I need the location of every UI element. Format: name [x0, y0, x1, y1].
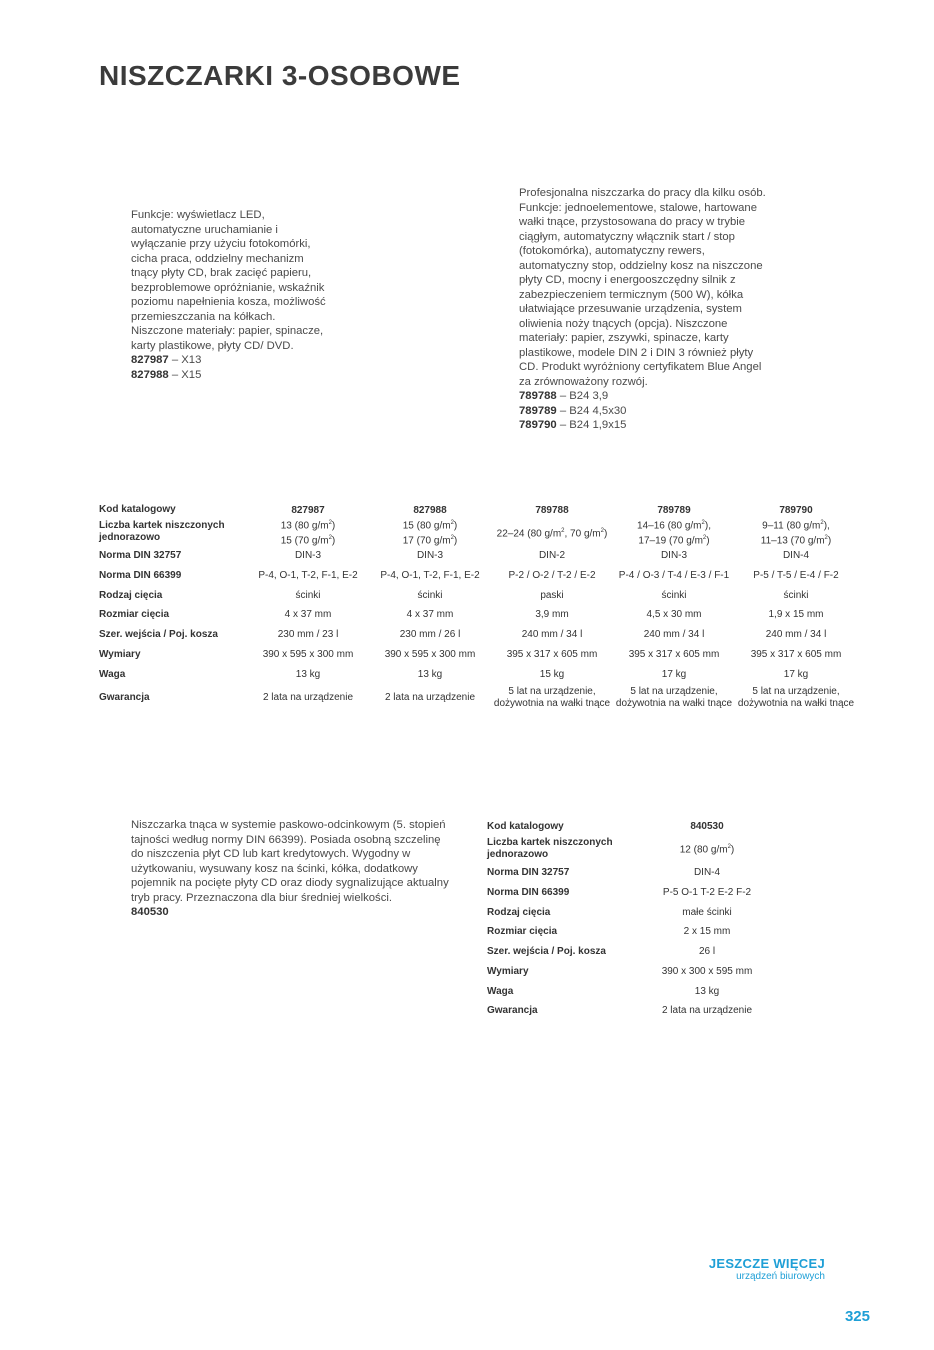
product-description-840530: [131, 818, 456, 920]
row-label: Waga: [99, 669, 126, 681]
row-label: Norma DIN 66399: [487, 886, 570, 898]
table-cell: [491, 517, 613, 548]
superscript: 2: [561, 527, 565, 534]
code-separator: –: [168, 354, 182, 366]
table-cell: 395 x 317 x 605 mm: [628, 649, 720, 661]
promo-title: JESZCZE WIĘCEJ: [708, 1256, 825, 1271]
table-cell: ścinki: [783, 589, 809, 601]
table-cell: DIN-2: [538, 549, 566, 561]
superscript: 2: [328, 520, 332, 526]
column-header: 827987: [291, 504, 325, 516]
code-separator: –: [556, 390, 570, 402]
cell-text: 12 (80 g/m: [679, 844, 728, 856]
row-label: Rozmiar cięcia: [487, 926, 558, 937]
row-label: Kod katalogowy: [487, 820, 564, 832]
cell-text: 11–13 (70 g/m: [760, 535, 825, 547]
table-cell: P-4 / O-3 / T-4 / E-3 / F-1: [618, 569, 730, 581]
table-cell: DIN-3: [416, 549, 444, 561]
table-cell: DIN-3: [660, 549, 688, 561]
column-header: 840530: [690, 821, 724, 832]
table-row: [487, 922, 782, 942]
table-cell: 3,9 mm: [535, 609, 569, 621]
table-cell: małe ścinki: [682, 906, 732, 918]
table-cell: [735, 684, 857, 712]
table-cell: [735, 517, 857, 548]
row-label: Gwarancja: [99, 691, 150, 703]
table-cell: 17 kg: [783, 669, 809, 681]
row-label: Szer. wejścia / Poj. kosza: [99, 629, 218, 641]
table-cell: 240 mm / 34 l: [521, 629, 583, 641]
table-cell: [613, 684, 735, 712]
column-header: 789788: [535, 504, 569, 516]
table-cell: P-2 / O-2 / T-2 / E-2: [508, 569, 596, 581]
table-row: [99, 627, 857, 644]
table-cell: [613, 517, 735, 548]
table-cell: ścinki: [661, 589, 687, 601]
table-cell: 13 kg: [417, 669, 443, 681]
row-label: Waga: [487, 985, 514, 997]
cell-text: 15 (70 g/m: [280, 535, 329, 547]
code-separator: –: [556, 419, 570, 431]
catalog-code: 789789: [519, 404, 557, 417]
cell-text: 22–24 (80 g/m: [496, 527, 562, 539]
column-header: 789789: [657, 504, 691, 516]
table-cell: 4 x 37 mm: [284, 609, 332, 621]
row-label: Norma DIN 66399: [99, 569, 182, 581]
table-cell: 390 x 300 x 595 mm: [661, 965, 753, 977]
table-row: [487, 819, 782, 834]
cell-text: 17 (70 g/m: [402, 535, 451, 547]
catalog-code-line: [519, 389, 769, 404]
cell-text: 9–11 (80 g/m: [762, 520, 821, 532]
table-row: [99, 503, 857, 517]
table-row: [99, 564, 857, 588]
description-text: Niszczarka tnąca w systemie paskowo-odcinkowym (5. stopień tajności według normy DIN 66399). Posiada osobną szczelinę do niszczenia płyt CD lub kart kredytowych. Wygodny w użytkowaniu, wysuwany kosz na ścinki, kółka, dodatkowy pojemnik na pocięte płyty CD oraz diody sygnalizujące aktualny tryb pracy. Przeznaczona dla biur średniej wielkości.: [131, 819, 449, 904]
catalog-code: 840530: [131, 906, 169, 918]
description-text: Funkcje: wyświetlacz LED, automatyczne uruchamianie i wyłączanie przy użyciu fotokomórki, cicha praca, oddzielny mechanizm tnący płyty CD, brak zacięć papieru, bezproblemowe opróżnianie, wskaźnik poziomu napełnienia kosza, możliwość przemieszczania na kółkach. Niszczone materiały: papier, spinacze, karty plastikowe, płyty CD/ DVD.: [131, 209, 326, 352]
row-label: Rodzaj cięcia: [99, 589, 163, 601]
catalog-code-line: [131, 905, 456, 920]
model-name: X15: [181, 368, 202, 381]
cell-text: dożywotnia na wałki tnące: [737, 697, 855, 709]
code-separator: –: [556, 404, 570, 417]
catalog-code: 789788: [519, 390, 557, 402]
table-row: [487, 961, 782, 982]
table-row: [99, 548, 857, 564]
table-cell: P-5 / T-5 / E-4 / F-2: [753, 569, 839, 581]
cell-text: 5 lat na urządzenie,: [752, 685, 840, 697]
model-name: B24 4,5x30: [569, 404, 627, 417]
code-separator: –: [168, 368, 182, 381]
promo-more-devices[interactable]: [709, 1256, 825, 1282]
table-cell: 4,5 x 30 mm: [646, 609, 702, 621]
table-cell: [369, 684, 491, 712]
product-description-b24: [519, 186, 769, 433]
row-label: Liczba kartek niszczonych jednorazowo: [487, 837, 613, 860]
table-cell: 390 x 595 x 300 mm: [384, 649, 476, 661]
table-row: [487, 1001, 782, 1020]
table-row: [99, 588, 857, 604]
cell-text: 14–16 (80 g/m: [637, 520, 702, 532]
table-row: [487, 834, 782, 864]
row-label: Rozmiar cięcia: [99, 609, 170, 621]
table-cell: 13 kg: [295, 669, 321, 681]
row-label: Norma DIN 32757: [99, 549, 182, 561]
table-cell: 230 mm / 26 l: [399, 629, 461, 641]
superscript: 2: [820, 520, 824, 526]
cell-text: ),: [823, 520, 830, 532]
superscript: 2: [600, 527, 604, 534]
cell-text: ): [331, 535, 336, 547]
row-label: Kod katalogowy: [99, 504, 176, 515]
cell-text: ): [331, 520, 336, 532]
table-row: [99, 604, 857, 627]
table-row: [99, 684, 857, 712]
table-row: [487, 942, 782, 961]
table-cell: 13 kg: [694, 985, 720, 997]
catalog-code-line: [519, 418, 769, 433]
table-row: [487, 982, 782, 1001]
table-cell: 230 mm / 23 l: [277, 629, 339, 641]
table-cell: 395 x 317 x 605 mm: [506, 649, 598, 661]
promo-subtitle: urządzeń biurowych: [736, 1271, 825, 1282]
cell-text: ): [453, 535, 458, 547]
cell-text: ): [706, 535, 710, 547]
spec-table-main: [99, 503, 857, 712]
table-cell: 390 x 595 x 300 mm: [262, 649, 354, 661]
table-cell: 4 x 37 mm: [406, 609, 454, 621]
cell-text: ): [730, 844, 735, 856]
table-row: [99, 517, 857, 548]
cell-text: ): [453, 520, 458, 532]
table-cell: DIN-4: [693, 867, 721, 878]
table-cell: [491, 684, 613, 712]
cell-text: ): [827, 535, 832, 547]
row-label: Wymiary: [99, 649, 141, 661]
table-cell: DIN-4: [782, 549, 810, 561]
cell-text: ): [603, 527, 608, 539]
cell-text: 13 (80 g/m: [280, 520, 329, 532]
table-cell: ścinki: [295, 589, 321, 601]
product-description-x13-x15: [131, 208, 326, 382]
description-text: Profesjonalna niszczarka do pracy dla kilku osób. Funkcje: jednoelementowe, stalowe, hartowane wałki tnące, przystosowana do pracy w trybie ciągłym, automatyczny włącznik start / stop (fotokomórka), automatyczny rewers, automatyczny stop, oddzielny kosz na niszczone płyty CD, mocny i energooszczędny silnik z zabezpieczeniem termicznym (500 W), kółka ułatwiające przesuwanie urządzenia, system oliwienia noży tnących (opcja). Niszczone materiały: papier, zszywki, spinacze, karty plastikowe, modele DIN 2 i DIN 3 również płyty CD. Produkt wyróżniony certyfikatem Blue Angel za zrównoważony rozwój.: [519, 187, 766, 388]
table-cell: 1,9 x 15 mm: [768, 609, 824, 621]
superscript: 2: [450, 535, 454, 542]
model-name: X13: [181, 354, 202, 366]
table-cell: [369, 517, 491, 548]
column-header: 827988: [413, 504, 447, 516]
cell-text: 2 lata na urządzenie: [384, 691, 476, 703]
cell-text: dożywotnia na wałki tnące: [615, 697, 733, 709]
table-cell: ścinki: [417, 589, 443, 601]
table-cell: DIN-3: [294, 549, 322, 561]
superscript: 2: [701, 520, 705, 526]
superscript: 2: [328, 535, 332, 542]
model-name: B24 3,9: [569, 390, 609, 402]
table-cell: 395 x 317 x 605 mm: [750, 649, 842, 661]
table-row: [487, 903, 782, 922]
table-cell: 2 x 15 mm: [683, 926, 731, 937]
table-cell: [247, 517, 369, 548]
table-cell: paski: [540, 589, 564, 601]
table-cell: 26 l: [698, 945, 716, 957]
superscript: 2: [727, 844, 731, 851]
table-row: [99, 644, 857, 667]
row-label: Norma DIN 32757: [487, 867, 570, 878]
row-label: Rodzaj cięcia: [487, 906, 551, 918]
catalog-code-line: [131, 368, 326, 383]
spec-table-840530: [487, 819, 782, 1020]
table-cell: P-4, O-1, T-2, F-1, E-2: [380, 569, 480, 581]
page-number: 325: [844, 1308, 870, 1325]
cell-text: ),: [704, 520, 711, 532]
cell-text: 5 lat na urządzenie,: [508, 685, 596, 697]
catalog-code: 827988: [131, 368, 169, 381]
cell-text: 15 (80 g/m: [402, 520, 451, 532]
row-label: Wymiary: [487, 965, 529, 977]
cell-text: dożywotnia na wałki tnące: [493, 697, 611, 709]
table-cell: 17 kg: [661, 669, 687, 681]
catalog-code-line: [131, 353, 326, 368]
table-row: [99, 667, 857, 684]
superscript: 2: [702, 535, 707, 542]
table-cell: [247, 684, 369, 712]
catalog-code: 827987: [131, 354, 169, 366]
catalog-code-line: [519, 404, 769, 419]
row-label: Szer. wejścia / Poj. kosza: [487, 945, 606, 957]
cell-text: 2 lata na urządzenie: [262, 691, 354, 703]
cell-text: , 70 g/m: [564, 527, 601, 539]
column-header: 789790: [779, 504, 813, 516]
table-cell: P-5 O-1 T-2 E-2 F-2: [662, 886, 752, 898]
table-cell: 2 lata na urządzenie: [661, 1004, 753, 1016]
table-cell: 240 mm / 34 l: [643, 629, 705, 641]
cell-text: 17–19 (70 g/m: [638, 535, 703, 547]
superscript: 2: [450, 520, 454, 526]
table-row: [487, 864, 782, 882]
table-cell: [632, 834, 782, 864]
row-label: Gwarancja: [487, 1004, 538, 1016]
page-title: NISZCZARKI 3-OSOBOWE: [99, 60, 461, 91]
model-name: B24 1,9x15: [569, 419, 627, 431]
table-cell: 15 kg: [539, 669, 565, 681]
superscript: 2: [824, 535, 828, 542]
table-cell: 240 mm / 34 l: [765, 629, 827, 641]
table-cell: P-4, O-1, T-2, F-1, E-2: [258, 569, 358, 581]
row-label: Liczba kartek niszczonych jednorazowo: [99, 520, 225, 544]
catalog-code: 789790: [519, 419, 557, 431]
cell-text: 5 lat na urządzenie,: [630, 685, 718, 697]
table-row: [487, 882, 782, 903]
